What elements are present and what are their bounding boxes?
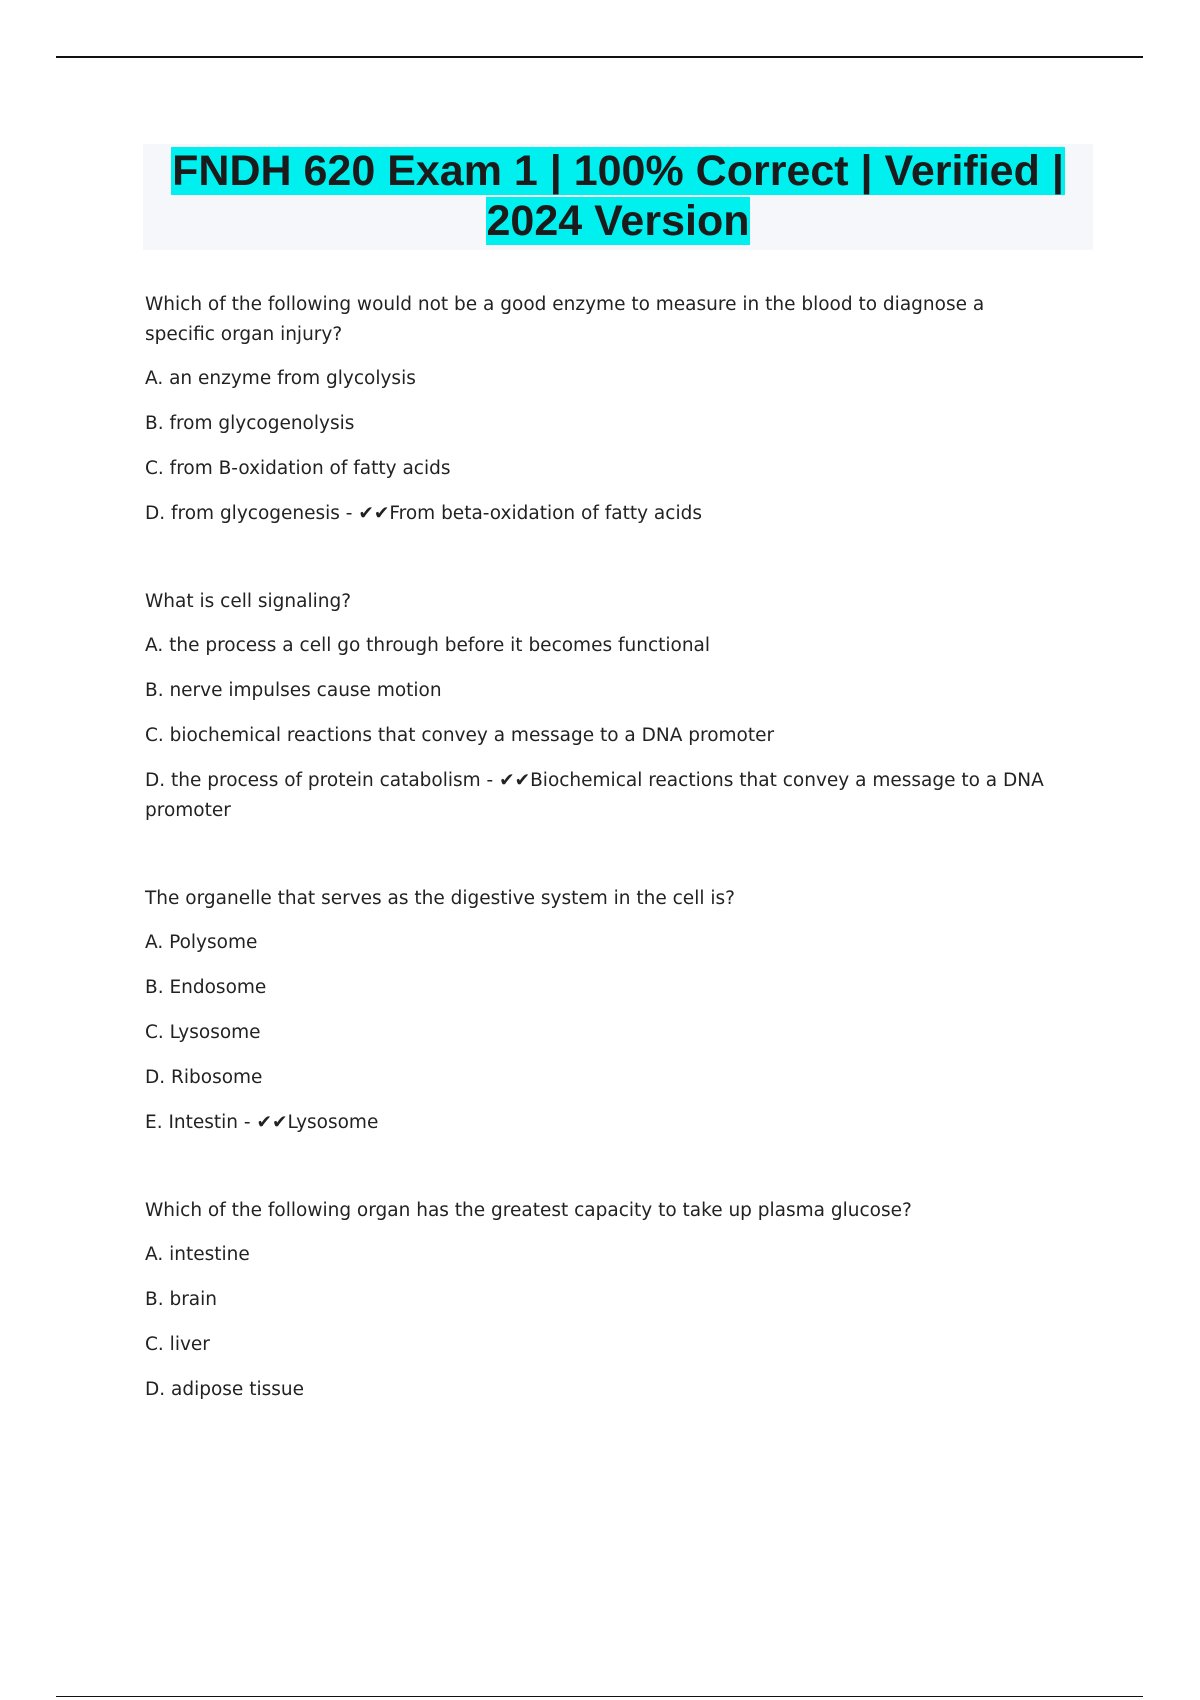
answer-option-with-key: D. from glycogenesis - ✔✔From beta-oxidation of fatty acids (145, 503, 702, 524)
answer-option: B. Endosome (145, 977, 267, 998)
page-title (143, 144, 1093, 246)
answer-option-with-key: E. Intestin - ✔✔Lysosome (145, 1112, 379, 1133)
question-text: Which of the following would not be a good enzyme to measure in the blood to diagnose a specific organ injury? (145, 294, 985, 345)
top-rule (56, 56, 1143, 58)
question-text: The organelle that serves as the digestive system in the cell is? (145, 888, 735, 909)
answer-option: B. brain (145, 1289, 218, 1310)
title-line-2: 2024 Version (486, 197, 750, 245)
answer-option-with-key: D. the process of protein catabolism - ✔✔Biochemical reactions that convey a message to a DNA promoter (145, 770, 1044, 821)
question-4 (145, 1196, 1045, 1405)
question-2 (145, 587, 1045, 826)
answer-option: A. the process a cell go through before it becomes functional (145, 635, 711, 656)
answer-option: C. biochemical reactions that convey a message to a DNA promoter (145, 725, 775, 746)
question-list (145, 290, 1045, 1463)
question-3 (145, 884, 1045, 1138)
answer-option: B. from glycogenolysis (145, 413, 355, 434)
bottom-rule (56, 1696, 1143, 1697)
question-text: What is cell signaling? (145, 591, 352, 612)
title-banner (143, 144, 1093, 250)
answer-option: A. an enzyme from glycolysis (145, 368, 416, 389)
question-1 (145, 290, 1045, 529)
answer-option: D. adipose tissue (145, 1379, 304, 1400)
title-line-1: FNDH 620 Exam 1 | 100% Correct | Verified | (172, 147, 1064, 195)
answer-option: A. Polysome (145, 932, 258, 953)
answer-option: D. Ribosome (145, 1067, 263, 1088)
answer-option: A. intestine (145, 1244, 250, 1265)
question-text: Which of the following organ has the greatest capacity to take up plasma glucose? (145, 1200, 912, 1221)
answer-option: C. Lysosome (145, 1022, 261, 1043)
answer-option: C. liver (145, 1334, 210, 1355)
answer-option: C. from B-oxidation of fatty acids (145, 458, 451, 479)
answer-option: B. nerve impulses cause motion (145, 680, 442, 701)
